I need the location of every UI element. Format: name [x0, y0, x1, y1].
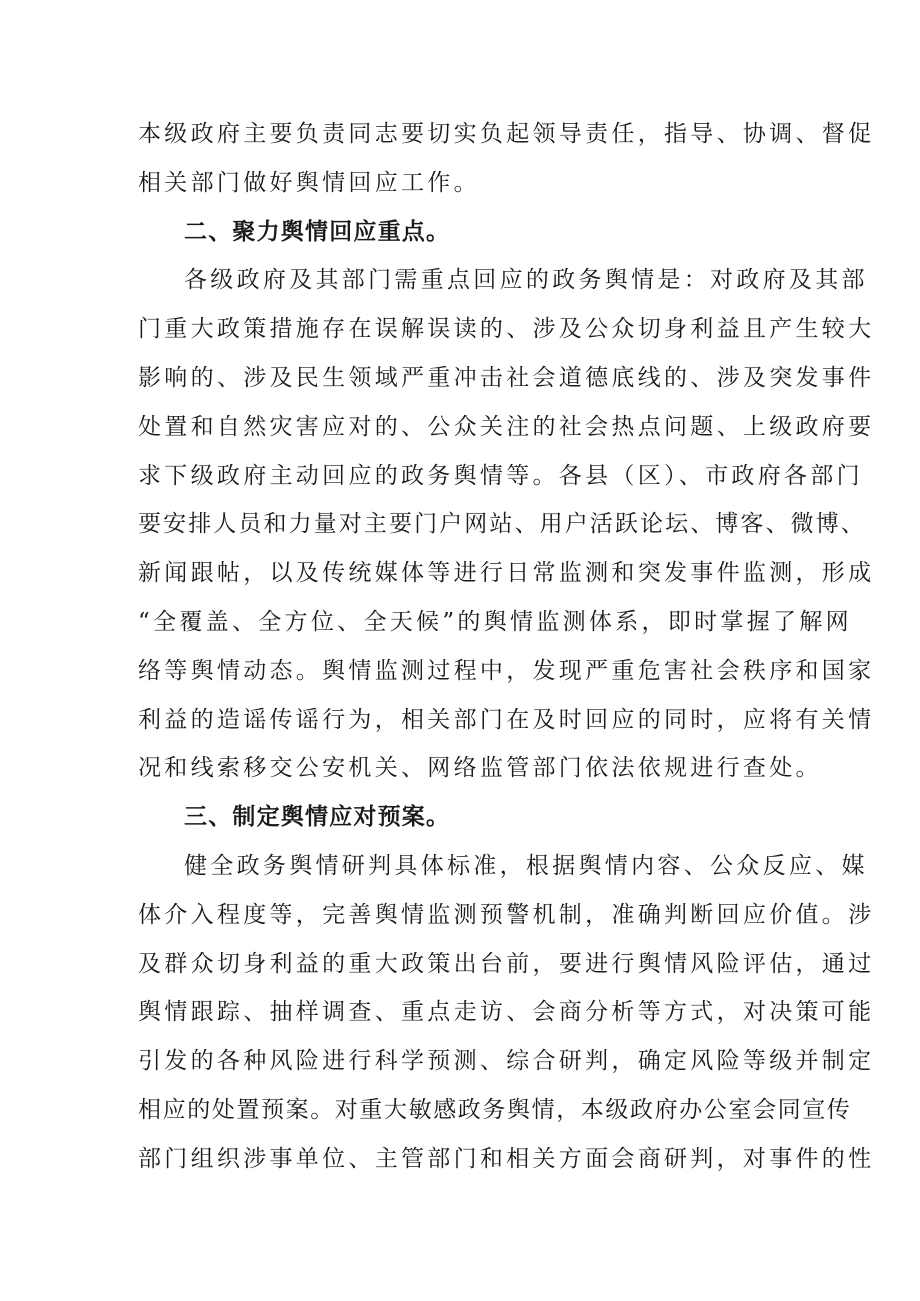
text-line: 利益的造谣传谣行为，相关部门在及时回应的同时，应将有关情	[138, 706, 875, 733]
paragraph-continuation	[138, 110, 875, 208]
text-line: 求下级政府主动回应的政务舆情等。各县（区）、市政府各部门	[138, 462, 863, 489]
text-line: 处置和自然灾害应对的、公众关注的社会热点问题、上级政府要	[138, 413, 875, 440]
text-line: 健全政务舆情研判具体标准，根据舆情内容、公众反应、媒	[184, 852, 868, 879]
text-line: 部门组织涉事单位、主管部门和相关方面会商研判，对事件的性	[138, 1145, 875, 1172]
paragraph-section-3	[138, 842, 875, 1184]
text-line: 络等舆情动态。舆情监测过程中，发现严重危害社会秩序和国家	[138, 657, 875, 684]
document-body	[138, 110, 875, 1184]
paragraph-section-2	[138, 256, 875, 793]
section-heading-2: 二、聚力舆情回应重点。	[184, 218, 451, 245]
text-line: 本级政府主要负责同志要切实负起领导责任，指导、协调、督促	[138, 121, 875, 147]
section-heading-3: 三、制定舆情应对预案。	[184, 804, 451, 831]
text-line: 要安排人员和力量对主要门户网站、用户活跃论坛、博客、微博、	[138, 511, 866, 538]
text-line: 况和线索移交公安机关、网络监管部门依法依规进行查处。	[138, 755, 822, 782]
text-line: 相应的处置预案。对重大敏感政务舆情，本级政府办公室会同宣传	[138, 1096, 852, 1123]
text-line: 引发的各种风险进行科学预测、综合研判，确定风险等级并制定	[138, 1048, 875, 1075]
text-line: 体介入程度等，完善舆情监测预警机制，准确判断回应价值。涉	[138, 901, 875, 928]
text-line: 及群众切身利益的重大政策出台前，要进行舆情风险评估，通过	[138, 950, 875, 977]
text-line: 门重大政策措施存在误解误读的、涉及公众切身利益且产生较大	[138, 316, 875, 343]
text-line: 新闻跟帖，以及传统媒体等进行日常监测和突发事件监测，形成	[138, 560, 875, 587]
text-line: 各级政府及其部门需重点回应的政务舆情是：对政府及其部	[184, 267, 868, 294]
text-line: 舆情跟踪、抽样调查、重点走访、会商分析等方式，对决策可能	[138, 999, 875, 1026]
text-line: 相关部门做好舆情回应工作。	[138, 169, 480, 196]
text-line: “全覆盖、全方位、全天候”的舆情监测体系，即时掌握了解网	[138, 608, 852, 635]
text-line: 影响的、涉及民生领域严重冲击社会道德底线的、涉及突发事件	[138, 364, 875, 391]
